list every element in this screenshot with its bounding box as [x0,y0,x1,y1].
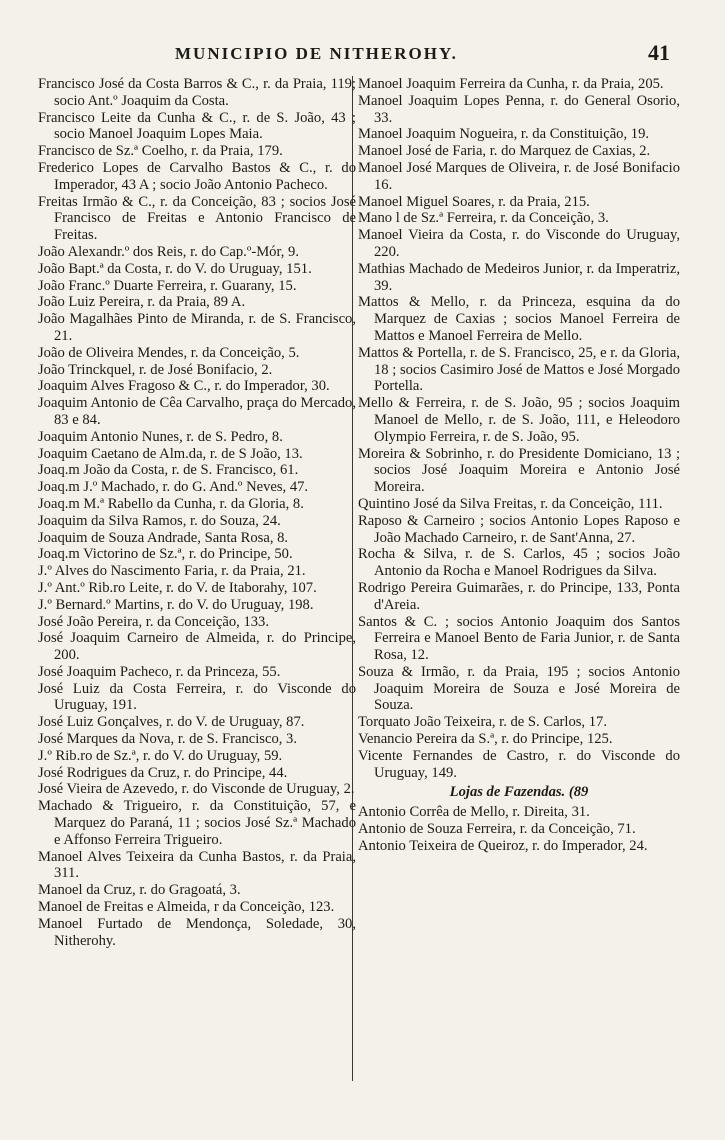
directory-entry: J.º Alves do Nascimento Faria, r. da Praia, 21. [38,563,306,580]
directory-entry: Mello & Ferreira, r. de S. João, 95 ; socios Joaquim Manoel de Mello, r. de S. João, 111, e Heleodoro Olympio Ferreira, r. de S. João, 95. [358,395,680,445]
right-entries [358,76,680,781]
directory-entry: João Alexandr.º dos Reis, r. do Cap.º-Mór, 9. [38,243,299,260]
directory-entry: João Bapt.ª da Costa, r. do V. do Uruguay, 151. [38,260,312,277]
directory-entry: Joaquim Antonio Nunes, r. de S. Pedro, 8. [38,428,283,445]
directory-entry: Mathias Machado de Medeiros Junior, r. da Imperatriz, 39. [358,260,680,294]
directory-entry: José Joaquim Carneiro de Almeida, r. do Principe, 200. [38,630,356,664]
directory-entry: Manoel Miguel Soares, r. da Praia, 215. [358,193,590,210]
left-column [38,76,356,949]
directory-entry: Joaq.m M.ª Rabello da Cunha, r. da Gloria, 8. [38,495,304,512]
directory-entry: José Joaquim Pacheco, r. da Princeza, 55. [38,663,281,680]
directory-entry: José João Pereira, r. da Conceição, 133. [38,613,269,630]
directory-entry: Venancio Pereira da S.ª, r. do Principe, 125. [358,731,613,748]
directory-entry: Francisco de Sz.ª Coelho, r. da Praia, 179. [38,143,283,160]
directory-entry: Manoel Joaquim Lopes Penna, r. do General Osorio, 33. [358,92,680,126]
directory-entry: Manoel Joaquim Nogueira, r. da Constituição, 19. [358,126,650,143]
directory-entry: Rocha & Silva, r. de S. Carlos, 45 ; socios João Antonio da Rocha e Manoel Rodrigues da Silva. [358,546,680,580]
directory-entry: Antonio Teixeira de Queiroz, r. do Imperador, 24. [358,837,648,854]
directory-entry: Santos & C. ; socios Antonio Joaquim dos Santos Ferreira e Manoel Bento de Faria Junior, r. de Santa Rosa, 12. [358,613,680,664]
section-entries [358,804,680,854]
directory-entry: João Magalhães Pinto de Miranda, r. de S. Francisco, 21. [38,311,356,344]
directory-entry: Torquato João Teixeira, r. de S. Carlos, 17. [358,714,607,731]
directory-entry: Joaquim da Silva Ramos, r. do Souza, 24. [38,512,281,529]
directory-entry: J.º Bernard.º Martins, r. do V. do Uruguay, 198. [38,596,314,613]
directory-entry: Freitas Irmão & C., r. da Conceição, 83 ; socios José Francisco de Freitas e Antonio Francisco de Freitas. [38,193,356,244]
directory-entry: Joaq.m Victorino de Sz.ª, r. do Principe, 50. [38,546,293,563]
directory-entry: Manoel Vieira da Costa, r. do Visconde do Uruguay, 220. [358,227,680,260]
directory-entry: Frederico Lopes de Carvalho Bastos & C., r. do Imperador, 43 A ; socio João Antonio Pacheco. [38,159,356,193]
directory-entry: Joaquim Alves Fragoso & C., r. do Imperador, 30. [38,378,330,395]
directory-entry: José Luiz da Costa Ferreira, r. do Visconde do Uruguay, 191. [38,680,356,714]
directory-entry: Manoel Furtado de Mendonça, Soledade, 30, Nitherohy. [38,915,356,949]
directory-entry: Joaquim Antonio de Cêa Carvalho, praça do Mercado, 83 e 84. [38,395,356,428]
directory-entry: Manoel Alves Teixeira da Cunha Bastos, r. da Praia, 311. [38,848,356,882]
section-heading-lojas-de-fazendas: Lojas de Fazendas. (89 [449,784,589,801]
directory-entry: João Luiz Pereira, r. da Praia, 89 A. [38,294,246,311]
directory-entry: João Franc.º Duarte Ferreira, r. Guarany, 15. [38,277,297,294]
directory-entry: Mattos & Portella, r. de S. Francisco, 25, e r. da Gloria, 18 ; socios Casimiro José de Mattos e José Morgado Portella. [358,344,680,395]
directory-entry: Manoel José de Faria, r. do Marquez de Caxias, 2. [358,143,651,160]
directory-entry: Vicente Fernandes de Castro, r. do Visconde do Uruguay, 149. [358,747,680,781]
directory-entry: J.º Ant.º Rib.ro Leite, r. do V. de Itaborahy, 107. [38,579,317,596]
right-column [358,76,680,855]
directory-entry: Joaq.m João da Costa, r. de S. Francisco, 61. [38,462,299,479]
directory-entry: J.º Rib.ro de Sz.ª, r. do V. do Uruguay, 59. [38,747,283,764]
directory-entry: Joaquim de Souza Andrade, Santa Rosa, 8. [38,529,289,546]
directory-entry: Antonio Corrêa de Mello, r. Direita, 31. [358,804,590,821]
directory-entry: Manoel José Marques de Oliveira, r. de José Bonifacio 16. [358,159,680,193]
directory-entry: Antonio de Souza Ferreira, r. da Conceição, 71. [358,821,636,838]
page-title: MUNICIPIO DE NITHEROHY. [175,44,458,63]
directory-entry: Raposo & Carneiro ; socios Antonio Lopes Raposo e João Machado Carneiro, r. de Sant'Anna, 27. [358,512,680,546]
directory-entry: José Luiz Gonçalves, r. do V. de Uruguay, 87. [38,714,305,731]
directory-entry: Quintino José da Silva Freitas, r. da Conceição, 111. [358,495,663,512]
directory-entry: João de Oliveira Mendes, r. da Conceição, 5. [38,344,300,361]
directory-entry: Francisco José da Costa Barros & C., r. da Praia, 119; socio Ant.º Joaquim da Costa. [38,76,356,109]
directory-entry: Manoel de Freitas e Almeida, r da Conceição, 123. [38,899,335,916]
directory-entry: José Vieira de Azevedo, r. do Visconde de Uruguay, 2. [38,781,355,798]
directory-entry: Joaq.m J.º Machado, r. do G. And.º Neves, 47. [38,479,309,496]
page-number: 41 [648,40,670,65]
directory-entry: Machado & Trigueiro, r. da Constituição, 57, e Marquez do Paraná, 11 ; socios José Sz.ª Machado e Affonso Ferreira Trigueiro. [38,798,356,848]
directory-entry: José Rodrigues da Cruz, r. do Principe, 44. [38,764,288,781]
directory-entry: Souza & Irmão, r. da Praia, 195 ; socios Antonio Joaquim Moreira de Souza e José Moreira de Souza. [358,663,680,714]
page-header [0,40,725,74]
directory-entry: Mattos & Mello, r. da Princeza, esquina da do Marquez de Caxias ; socios Manoel Ferreira de Mattos e Manoel Ferreira de Mello. [358,294,680,344]
directory-entry: Rodrigo Pereira Guimarães, r. do Principe, 133, Ponta d'Areia. [358,579,680,613]
directory-entry: Francisco Leite da Cunha & C., r. de S. João, 43 ; socio Manoel Joaquim Lopes Maia. [38,109,356,143]
directory-entry: Manoel Joaquim Ferreira da Cunha, r. da Praia, 205. [358,76,664,92]
directory-entry: Mano l de Sz.ª Ferreira, r. da Conceição, 3. [358,210,609,227]
directory-entry: Joaquim Caetano de Alm.da, r. de S João, 13. [38,445,303,462]
directory-entry: José Marques da Nova, r. de S. Francisco, 3. [38,731,297,748]
directory-entry: Manoel da Cruz, r. do Gragoatá, 3. [38,882,241,899]
directory-entry: Moreira & Sobrinho, r. do Presidente Domiciano, 13 ; socios José Joaquim Moreira e Antonio José Moreira. [358,445,680,496]
directory-entry: João Trinckquel, r. de José Bonifacio, 2. [38,361,273,378]
